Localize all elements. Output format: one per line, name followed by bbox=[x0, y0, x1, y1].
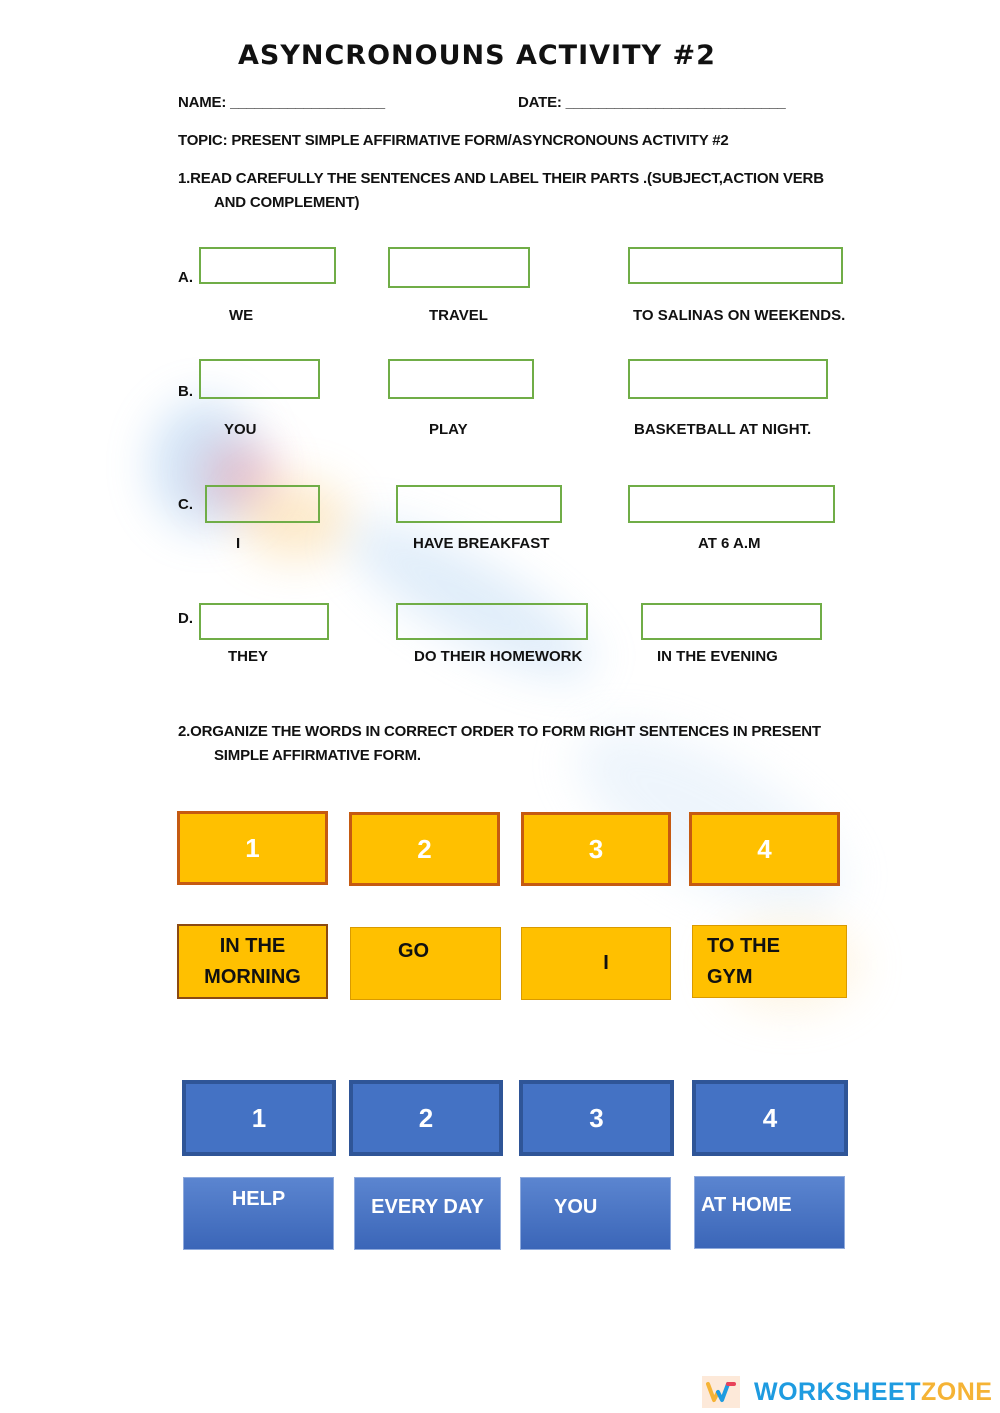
row-letter-a: A. bbox=[178, 269, 193, 286]
yellow-word-tile-1[interactable]: IN THE MORNING bbox=[177, 924, 328, 999]
yellow-slot-3[interactable]: 3 bbox=[521, 812, 671, 886]
page-title: ASYNCRONOUNS ACTIVITY #2 bbox=[238, 40, 716, 71]
row-letter-c: C. bbox=[178, 496, 193, 513]
date-field[interactable]: DATE: ___________________________ bbox=[518, 94, 786, 111]
label-box-c-subject[interactable] bbox=[205, 485, 320, 523]
section2-instruction-cont: SIMPLE AFFIRMATIVE FORM. bbox=[214, 747, 421, 764]
word-a-subject: WE bbox=[229, 307, 254, 324]
label-box-d-complement[interactable] bbox=[641, 603, 822, 640]
label-box-c-complement[interactable] bbox=[628, 485, 835, 523]
brand-name bbox=[754, 1378, 992, 1407]
row-letter-d: D. bbox=[178, 610, 193, 627]
label-box-b-complement[interactable] bbox=[628, 359, 828, 399]
section2-instruction: 2.ORGANIZE THE WORDS IN CORRECT ORDER TO FORM RIGHT SENTENCES IN PRESENT bbox=[178, 723, 821, 740]
word-d-subject: THEY bbox=[228, 648, 269, 665]
blue-slot-1[interactable]: 1 bbox=[182, 1080, 336, 1156]
worksheetzone-logo bbox=[702, 1376, 992, 1408]
label-box-d-subject[interactable] bbox=[199, 603, 329, 640]
row-letter-b: B. bbox=[178, 383, 193, 400]
watermark bbox=[329, 495, 611, 704]
yellow-word-tile-2[interactable]: GO bbox=[350, 927, 501, 1000]
label-box-a-verb[interactable] bbox=[388, 247, 530, 288]
blue-slot-3[interactable]: 3 bbox=[519, 1080, 674, 1156]
topic-line: TOPIC: PRESENT SIMPLE AFFIRMATIVE FORM/ASYNCRONOUNS ACTIVITY #2 bbox=[178, 132, 729, 149]
section1-instruction-cont: AND COMPLEMENT) bbox=[214, 194, 360, 211]
blue-word-tile-1[interactable]: HELP bbox=[183, 1177, 334, 1250]
blue-slot-2[interactable]: 2 bbox=[349, 1080, 503, 1156]
blue-slot-4[interactable]: 4 bbox=[692, 1080, 848, 1156]
w-glyph-icon bbox=[706, 1381, 736, 1403]
word-c-subject: I bbox=[236, 535, 241, 552]
word-b-subject: YOU bbox=[224, 421, 257, 438]
section1-instruction: 1.READ CAREFULLY THE SENTENCES AND LABEL THEIR PARTS .(SUBJECT,ACTION VERB bbox=[178, 170, 824, 187]
word-c-verb: HAVE BREAKFAST bbox=[413, 535, 550, 552]
word-d-complement: IN THE EVENING bbox=[657, 648, 778, 665]
word-d-verb: DO THEIR HOMEWORK bbox=[414, 648, 583, 665]
yellow-word-tile-3[interactable]: I bbox=[521, 927, 671, 1000]
blue-word-tile-4[interactable]: AT HOME bbox=[694, 1176, 845, 1249]
brand-part-1: WORKSHEET bbox=[754, 1377, 921, 1406]
label-box-c-verb[interactable] bbox=[396, 485, 562, 523]
name-field[interactable]: NAME: ___________________ bbox=[178, 94, 385, 111]
yellow-slot-1[interactable]: 1 bbox=[177, 811, 328, 885]
label-box-d-verb[interactable] bbox=[396, 603, 588, 640]
word-b-verb: PLAY bbox=[429, 421, 468, 438]
word-a-verb: TRAVEL bbox=[429, 307, 488, 324]
yellow-slot-4[interactable]: 4 bbox=[689, 812, 840, 886]
blue-word-tile-3[interactable]: YOU bbox=[520, 1177, 671, 1250]
label-box-a-subject[interactable] bbox=[199, 247, 336, 284]
word-a-complement: TO SALINAS ON WEEKENDS. bbox=[633, 307, 846, 324]
blue-word-tile-2[interactable]: EVERY DAY bbox=[354, 1177, 501, 1250]
w-logo-icon bbox=[702, 1376, 740, 1408]
label-box-b-verb[interactable] bbox=[388, 359, 534, 399]
yellow-word-tile-4[interactable]: TO THE GYM bbox=[692, 925, 847, 998]
yellow-slot-2[interactable]: 2 bbox=[349, 812, 500, 886]
brand-part-2: ZONE bbox=[921, 1377, 993, 1406]
word-c-complement: AT 6 A.M bbox=[698, 535, 761, 552]
label-box-a-complement[interactable] bbox=[628, 247, 843, 284]
word-b-complement: BASKETBALL AT NIGHT. bbox=[634, 421, 812, 438]
label-box-b-subject[interactable] bbox=[199, 359, 320, 399]
